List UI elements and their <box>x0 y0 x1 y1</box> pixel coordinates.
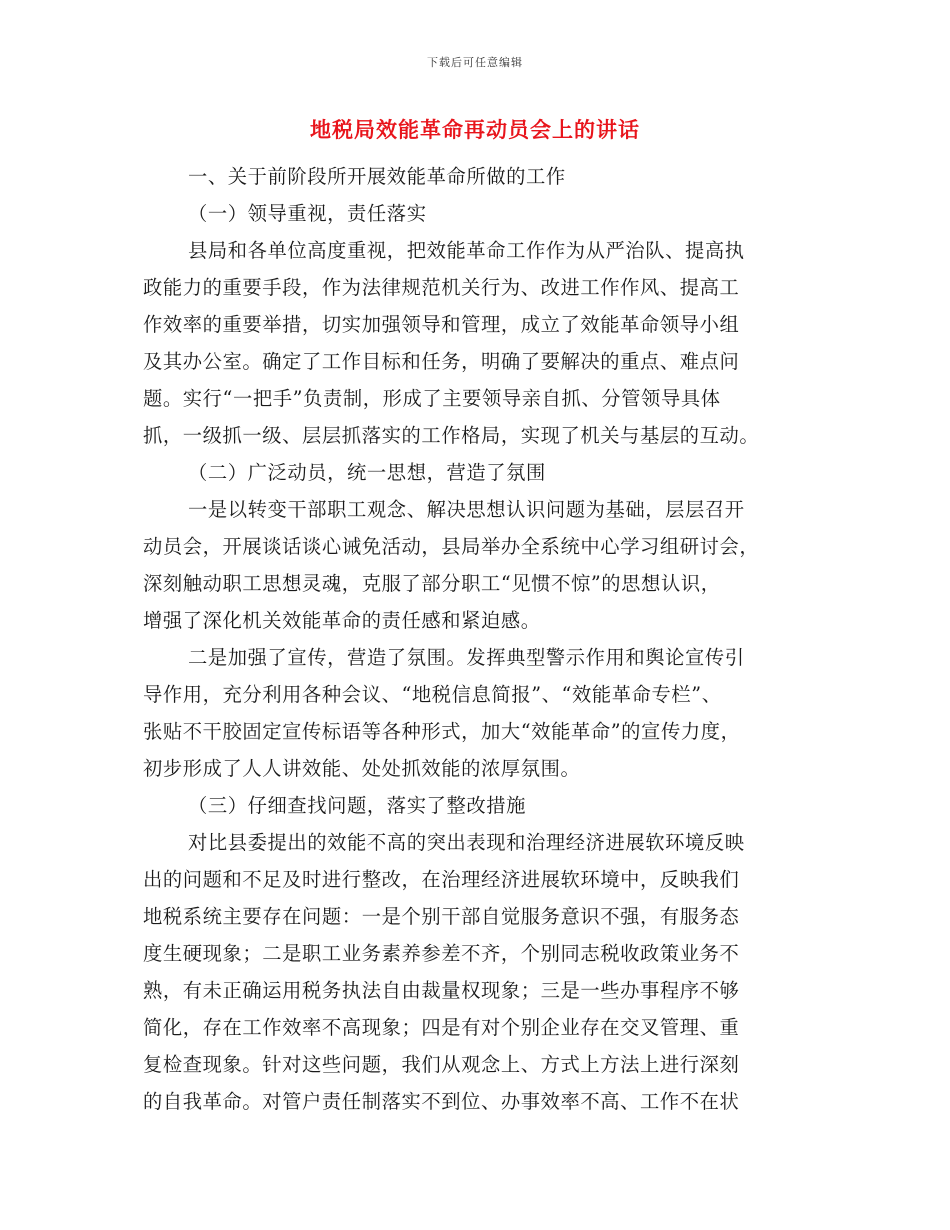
body-text-line: （一）领导重视，责任落实 <box>188 202 427 225</box>
body-text-line: 张贴不干胶固定宣传标语等各种形式，加大“效能革命”的宣传力度， <box>143 720 741 743</box>
body-text-line: 出的问题和不足及时进行整改，在治理经济进展软环境中，反映我们 <box>143 868 740 891</box>
body-text-line: （二）广泛动员，统一思想，营造了氛围 <box>188 461 546 484</box>
body-text-line: 县局和各单位高度重视，把效能革命工作作为从严治队、提高执 <box>188 239 745 262</box>
body-text-line: 及其办公室。确定了工作目标和任务，明确了要解决的重点、难点问 <box>143 350 740 373</box>
document-title: 地税局效能革命再动员会上的讲话 <box>310 118 640 142</box>
body-text-line: 二是加强了宣传，营造了氛围。发挥典型警示作用和舆论宣传引 <box>188 646 745 669</box>
document-body <box>143 158 809 1120</box>
body-text-line: 深刻触动职工思想灵魂，克服了部分职工“见惯不惊”的思想认识， <box>143 572 721 595</box>
body-text-line: 一是以转变干部职工观念、解决思想认识问题为基础，层层召开 <box>188 498 745 521</box>
body-text-line: 抓，一级抓一级、层层抓落实的工作格局，实现了机关与基层的互动。 <box>143 424 760 447</box>
header-note: 下载后可任意编辑 <box>427 56 523 69</box>
body-text-line: 的自我革命。对管户责任制落实不到位、办事效率不高、工作不在状 <box>143 1090 740 1113</box>
body-text-line: 动员会，开展谈话谈心诫免活动，县局举办全系统中心学习组研讨会， <box>143 535 760 558</box>
body-text-line: 地税系统主要存在问题：一是个别干部自觉服务意识不强，有服务态 <box>143 905 740 928</box>
body-text-line: 初步形成了人人讲效能、处处抓效能的浓厚氛围。 <box>143 757 581 780</box>
body-text-line: 度生硬现象；二是职工业务素养参差不齐，个别同志税收政策业务不 <box>143 942 740 965</box>
body-text-line: 一、关于前阶段所开展效能革命所做的工作 <box>188 165 566 188</box>
body-text-line: 对比县委提出的效能不高的突出表现和治理经济进展软环境反映 <box>188 831 745 854</box>
body-text-line: 导作用，充分利用各种会议、“地税信息简报”、“效能革命专栏”、 <box>143 683 722 706</box>
body-text-line: （三）仔细查找问题，落实了整改措施 <box>188 794 526 817</box>
body-text-line: 复检查现象。针对这些问题，我们从观念上、方式上方法上进行深刻 <box>143 1053 740 1076</box>
body-text-line: 政能力的重要手段，作为法律规范机关行为、改进工作作风、提高工 <box>143 276 740 299</box>
body-text-line: 作效率的重要举措，切实加强领导和管理，成立了效能革命领导小组 <box>143 313 740 336</box>
body-text-line: 题。实行“一把手”负责制，形成了主要领导亲自抓、分管领导具体 <box>143 387 721 410</box>
body-text-line: 熟，有未正确运用税务执法自由裁量权现象；三是一些办事程序不够 <box>143 979 740 1002</box>
body-text-line: 简化，存在工作效率不高现象；四是有对个别企业存在交叉管理、重 <box>143 1016 740 1039</box>
body-text-line: 增强了深化机关效能革命的责任感和紧迫感。 <box>143 609 541 632</box>
